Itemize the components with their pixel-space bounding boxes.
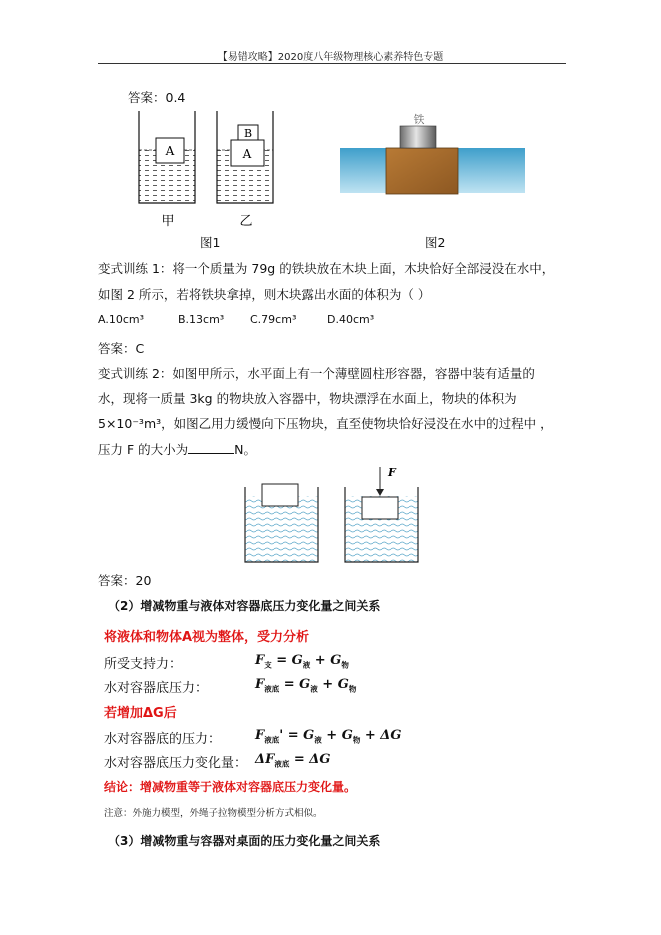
q2-line-4-suffix: N。 <box>234 442 256 457</box>
q1-option-c: C.79cm³ <box>250 313 297 326</box>
figure-1-caption: 图1 <box>200 235 221 250</box>
figure-1-diagram <box>128 108 288 233</box>
q1-option-b: B.13cm³ <box>178 313 225 326</box>
label-jia: 甲 <box>161 214 175 229</box>
force-label: F <box>388 466 396 479</box>
block-a-label-yi: A <box>242 147 252 161</box>
row-1-label: 所受支持力： <box>104 657 183 672</box>
label-yi: 乙 <box>239 214 253 229</box>
row-3-label: 水对容器底的压力： <box>104 732 222 747</box>
q2-line-4 <box>98 440 256 458</box>
section-2-conclusion: 结论：增减物重等于液体对容器底压力变化量。 <box>104 780 357 794</box>
section-3-title: （3）增减物重与容器对桌面的压力变化量之间关系 <box>108 834 381 848</box>
q1-option-a: A.10cm³ <box>98 313 144 326</box>
answer-1: 答案：0.4 <box>128 90 186 105</box>
section-2-note: 注意：外施力模型，外绳子拉物模型分析方式相似。 <box>104 808 323 819</box>
figure-2-diagram <box>340 108 525 198</box>
q1-answer: 答案：C <box>98 341 145 356</box>
section-2-red-heading-2: 若增加ΔG后 <box>104 706 177 721</box>
row-2-formula: $F_{液底} = G_液 + G_物$ <box>255 677 357 694</box>
answer-blank <box>188 442 234 454</box>
row-1-formula: $F_支 = G_液 + G_物$ <box>255 653 349 670</box>
q2-line-3: 5×10⁻³m³，如图乙用力缓慢向下压物块，直至使物块恰好浸没在水中的过程中 ， <box>98 416 553 431</box>
block-b-label: B <box>243 127 253 140</box>
row-4-label: 水对容器底压力变化量： <box>104 756 248 771</box>
q2-line-4-prefix: 压力 F 的大小为 <box>98 442 189 457</box>
header-divider <box>98 63 566 64</box>
section-2-title: （2）增减物重与液体对容器底压力变化量之间关系 <box>108 599 381 613</box>
row-4-formula: $\Delta F_{液底} = \Delta G$ <box>255 752 331 769</box>
q1-line-1: 变式训练 1：将一个质量为 79g 的铁块放在木块上面，木块恰好全部浸没在水中， <box>98 261 555 276</box>
iron-label: 铁 <box>413 113 425 126</box>
page-header: 【易错攻略】2020度八年级物理核心素养特色专题 <box>217 52 444 63</box>
q2-line-2: 水，现将一质量 3kg 的物块放入容器中，物块漂浮在水面上，物块的体积为 <box>98 391 517 406</box>
q1-option-d: D.40cm³ <box>327 313 375 326</box>
section-2-red-heading-1: 将液体和物体A视为整体，受力分析 <box>104 630 310 645</box>
q2-answer: 答案：20 <box>98 573 152 588</box>
row-2-label: 水对容器底压力： <box>104 681 209 696</box>
q2-line-1: 变式训练 2：如图甲所示，水平面上有一个薄壁圆柱形容器，容器中装有适量的 <box>98 366 535 381</box>
row-3-formula: $F_{液底}' = G_液 + G_物 + \Delta G$ <box>255 728 402 745</box>
q1-line-2: 如图 2 所示，若将铁块拿掉，则木块露出水面的体积为（ ） <box>98 287 431 302</box>
q2-diagram <box>238 462 438 570</box>
figure-2-caption: 图2 <box>425 235 446 250</box>
block-a-label-jia: A <box>165 144 175 158</box>
